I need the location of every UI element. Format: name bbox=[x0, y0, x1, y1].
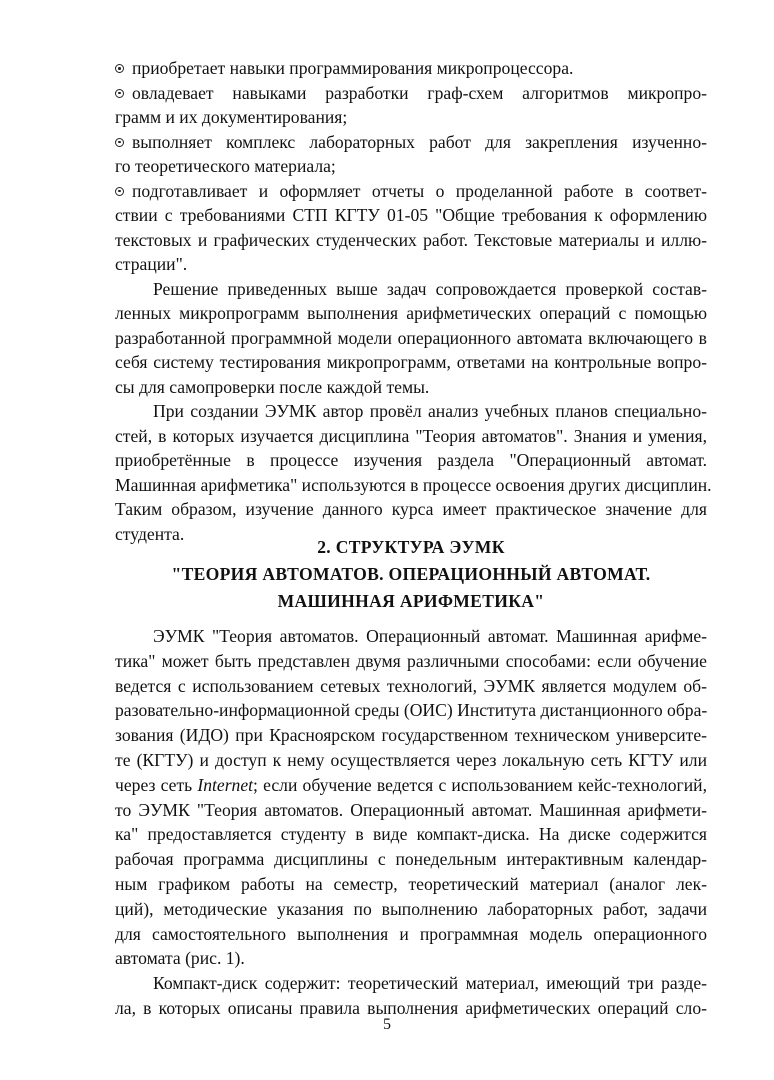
paragraph bbox=[115, 624, 707, 971]
bullet-icon bbox=[115, 64, 124, 73]
page-number: 5 bbox=[383, 1016, 391, 1033]
paragraph-line: те (КГТУ) и доступ к нему осуществляется через локальную сеть КГТУ или bbox=[115, 749, 707, 770]
bullet-text: ствии с требованиями СТП КГТУ 01-05 "Общие требования к оформлению bbox=[115, 205, 707, 225]
paragraph-line: ка" предоставляется студенту в виде компакт-диска. На диске содержится bbox=[115, 824, 707, 845]
document-body-bottom bbox=[115, 624, 707, 1021]
paragraph bbox=[115, 277, 707, 400]
internet-term: Internet bbox=[197, 774, 254, 795]
bullet-text: го теоретического материала; bbox=[115, 156, 336, 176]
paragraph-line: себя систему тестирования микропрограмм, ответами на контрольные вопро- bbox=[115, 352, 707, 372]
bullet-icon bbox=[115, 187, 124, 196]
bullet-icon bbox=[115, 138, 124, 147]
bullet-icon bbox=[115, 89, 124, 98]
paragraph-line: Машинная арифметика" используются в процессе освоения других дисциплин. bbox=[115, 474, 712, 495]
paragraph-line: приобретённые в процессе изучения раздела "Операционный автомат. bbox=[115, 450, 707, 470]
paragraph-line: разработанной программной модели операционного автомата включающего в bbox=[115, 327, 707, 348]
bullet-item bbox=[115, 179, 707, 277]
paragraph bbox=[115, 399, 712, 546]
paragraph-line: ведется с использованием сетевых технологий, ЭУМК является модулем об- bbox=[115, 675, 707, 696]
paragraph-text: через сеть bbox=[115, 774, 198, 795]
paragraph-line: автомата (рис. 1). bbox=[115, 948, 245, 969]
paragraph-line: ным графиком работы на семестр, теоретический материал (аналог лек- bbox=[115, 873, 707, 894]
paragraph-line: зования (ИДО) при Красноярском государственном техническом университе- bbox=[115, 725, 707, 746]
paragraph-line: для самостоятельного выполнения и программная модель операционного bbox=[115, 923, 707, 944]
bullet-item bbox=[115, 81, 707, 130]
paragraph-line: тика" может быть представлен двумя различными способами: если обучение bbox=[115, 650, 707, 671]
paragraph-line: Компакт-диск содержит: теоретический материал, имеющий три разде- bbox=[153, 973, 707, 994]
bullet-text: текстовых и графических студенческих работ. Текстовые материалы и иллю- bbox=[115, 229, 707, 250]
bullet-text: выполняет комплекс лабораторных работ для закрепления изученно- bbox=[132, 131, 707, 152]
paragraph-line: сы для самопроверки после каждой темы. bbox=[115, 376, 430, 397]
paragraph-line: студента. bbox=[115, 523, 185, 544]
bullet-item bbox=[115, 130, 707, 179]
paragraph-line: ленных микропрограмм выполнения арифметических операций с помощью bbox=[115, 303, 707, 323]
paragraph-line: ций), методические указания по выполнению лабораторных работ, задачи bbox=[115, 898, 707, 919]
paragraph-line: разовательно-информационной среды (ОИС) Института дистанционного обра- bbox=[115, 700, 708, 721]
paragraph-line: ЭУМК "Теория автоматов. Операционный автомат. Машинная арифме- bbox=[153, 626, 707, 646]
paragraph-line: ла, в которых описаны правила выполнения арифметических операций сло- bbox=[115, 997, 707, 1018]
paragraph-line: Таким образом, изучение данного курса имеет практическое значение для bbox=[115, 499, 707, 519]
section-heading: 2. СТРУКТУРА ЭУМК bbox=[317, 537, 505, 557]
bullet-item bbox=[115, 56, 707, 81]
bullet-text: подготавливает и оформляет отчеты о проделанной работе в соответ- bbox=[132, 180, 707, 201]
section-heading: "ТЕОРИЯ АВТОМАТОВ. ОПЕРАЦИОННЫЙ АВТОМАТ. bbox=[171, 564, 651, 584]
bullet-text: приобретает навыки программирования микропроцессора. bbox=[132, 58, 574, 78]
document-body-top bbox=[115, 56, 712, 546]
bullet-text: грамм и их документирования; bbox=[115, 107, 348, 127]
bullet-text: страции". bbox=[115, 254, 188, 274]
bullet-text: овладевает навыками разработки граф-схем алгоритмов микропро- bbox=[132, 82, 707, 103]
paragraph-line bbox=[115, 773, 707, 798]
paragraph-line: При создании ЭУМК автор провёл анализ учебных планов специально- bbox=[153, 401, 707, 421]
paragraph-line: рабочая программа дисциплины с понедельным интерактивным календар- bbox=[115, 849, 707, 870]
paragraph bbox=[115, 971, 707, 1021]
paragraph-line: Решение приведенных выше задач сопровождается проверкой состав- bbox=[153, 278, 707, 299]
paragraph-line: стей, в которых изучается дисциплина "Теория автоматов". Знания и умения, bbox=[115, 425, 707, 446]
paragraph-line: то ЭУМК "Теория автоматов. Операционный автомат. Машинная арифмети- bbox=[115, 799, 707, 820]
section-heading: МАШИННАЯ АРИФМЕТИКА" bbox=[277, 591, 545, 611]
paragraph-text: ; если обучение ведется с использованием кейс-технологий, bbox=[253, 774, 707, 795]
